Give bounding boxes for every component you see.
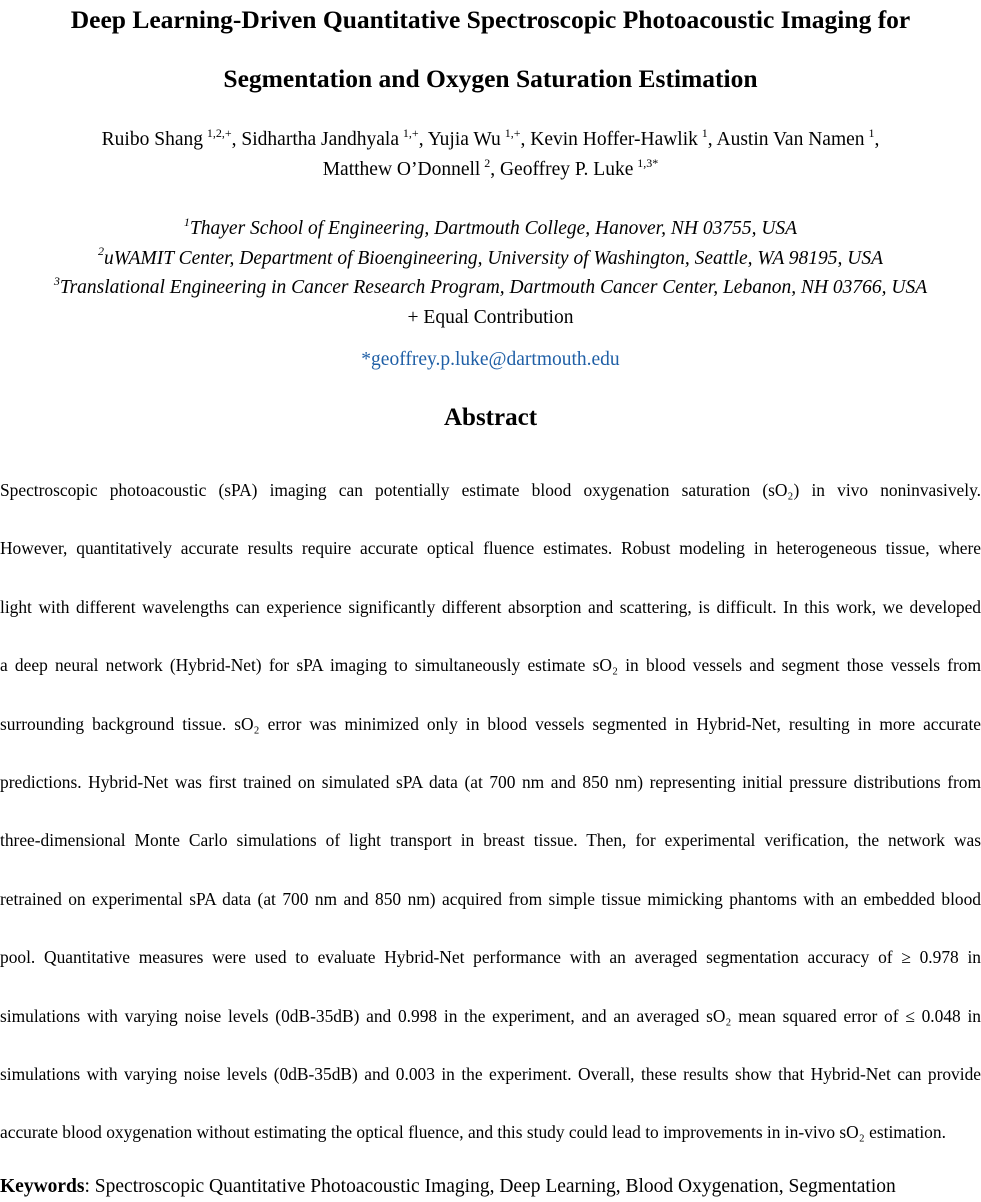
author-name: Kevin Hoffer-Hawlik	[530, 129, 698, 150]
abstract-line: Spectroscopic photoacoustic (sPA) imaging can potentially estimate blood oxygenation saturation (sO₂) in vivo noninvasively.	[0, 480, 981, 500]
keywords-label: Keywords	[0, 1176, 85, 1197]
affiliation-mark: 1	[183, 214, 190, 229]
author-name: Ruibo Shang	[101, 129, 203, 150]
author-name: Sidhartha Jandhyala	[241, 129, 400, 150]
abstract-body	[0, 461, 981, 1162]
abstract-line: a deep neural network (Hybrid-Net) for sPA imaging to simultaneously estimate sO₂ in blood vessels and segment those vessels from	[0, 655, 981, 676]
abstract-line: accurate blood oxygenation without estimating the optical fluence, and this study could lead to improvements in in-vivo sO₂ estimation.	[0, 1122, 946, 1143]
affiliation-mark: 2	[98, 244, 104, 258]
corresponding-email-link[interactable]: *geoffrey.p.luke@dartmouth.edu	[361, 349, 620, 370]
author-affil-mark: 1,+	[504, 125, 521, 140]
affiliation-3: $^3$Translational Engineering in Cancer Research Program, Dartmouth Cancer Center, Lebanon, NH 03766, USA	[53, 273, 928, 298]
author-affil-mark: 1,3*	[637, 155, 659, 170]
equal-contribution-note: + Equal Contribution	[407, 306, 574, 328]
author-name: Matthew O’Donnell	[322, 159, 481, 180]
abstract-line: retrained on experimental sPA data (at 700 nm and 850 nm) acquired from simple tissue mimicking phantoms with an embedded blood	[0, 888, 981, 909]
author-list	[0, 125, 981, 185]
abstract-line: surrounding background tissue. sO₂ error was minimized only in blood vessels segmented in Hybrid-Net, resulting in more accurate	[0, 713, 981, 734]
abstract-line: pool. Quantitative measures were used to evaluate Hybrid-Net performance with an averaged segmentation accuracy of ≥ 0.978 in	[0, 947, 981, 968]
affiliation-1: $^1$Thayer School of Engineering, Dartmouth College, Hanover, NH 03755, USA	[183, 214, 798, 239]
author-affil-mark: 1	[868, 125, 875, 140]
abstract-line: three-dimensional Monte Carlo simulations of light transport in breast tissue. Then, for experimental verification, the network was	[0, 830, 981, 851]
author-line-2: Matthew O’Donnell $^2$, Geoffrey P. Luke $^{1,3*}$	[322, 155, 659, 180]
author-affil-mark: 1,2,+	[206, 125, 232, 140]
abstract-line: However, quantitatively accurate results require accurate optical fluence estimates. Robust modeling in heterogeneous tissue, where	[0, 538, 981, 559]
author-name: Yujia Wu	[427, 129, 501, 150]
abstract-line: light with different wavelengths can experience significantly different absorption and scattering, is difficult. In this work, we developed	[0, 596, 981, 617]
title-line-1: Deep Learning-Driven Quantitative Spectroscopic Photoacoustic Imaging for	[70, 5, 911, 34]
author-name: Austin Van Namen	[716, 129, 865, 150]
keywords-line	[0, 1172, 981, 1202]
author-name: Geoffrey P. Luke	[499, 159, 634, 180]
keywords-text: : Spectroscopic Quantitative Photoacoustic Imaging, Deep Learning, Blood Oxygenation, Segmentation	[84, 1176, 896, 1197]
title-line-2: Segmentation and Oxygen Saturation Estimation	[223, 64, 758, 93]
abstract-line: simulations with varying noise levels (0dB-35dB) and 0.003 in the experiment. Overall, these results show that Hybrid-Net can provide	[0, 1064, 981, 1085]
abstract-line: simulations with varying noise levels (0dB-35dB) and 0.998 in the experiment, and an averaged sO₂ mean squared error of ≤ 0.048 in	[0, 1005, 981, 1026]
author-affil-mark: 1,+	[402, 125, 419, 140]
author-affil-mark: 1	[701, 125, 708, 140]
affiliation-2: $^2$uWAMIT Center, Department of Bioengineering, University of Washington, Seattle, WA 98195, USA	[98, 244, 883, 269]
abstract-line: predictions. Hybrid-Net was first trained on simulated sPA data (at 700 nm and 850 nm) representing initial pressure distributions from	[0, 772, 981, 793]
affiliation-mark: 3	[53, 273, 60, 288]
author-affil-mark: 2	[484, 155, 491, 170]
paper-title	[0, 0, 981, 108]
author-line-1: Ruibo Shang $^{1,2,+}$, Sidhartha Jandhyala $^{1,+}$, Yujia Wu $^{1,+}$, Kevin Hoffer-Hawlik $^1$, Austin Van Namen $^1$,	[101, 125, 880, 150]
abstract-heading: Abstract	[443, 404, 538, 431]
affiliation-list	[0, 214, 981, 332]
